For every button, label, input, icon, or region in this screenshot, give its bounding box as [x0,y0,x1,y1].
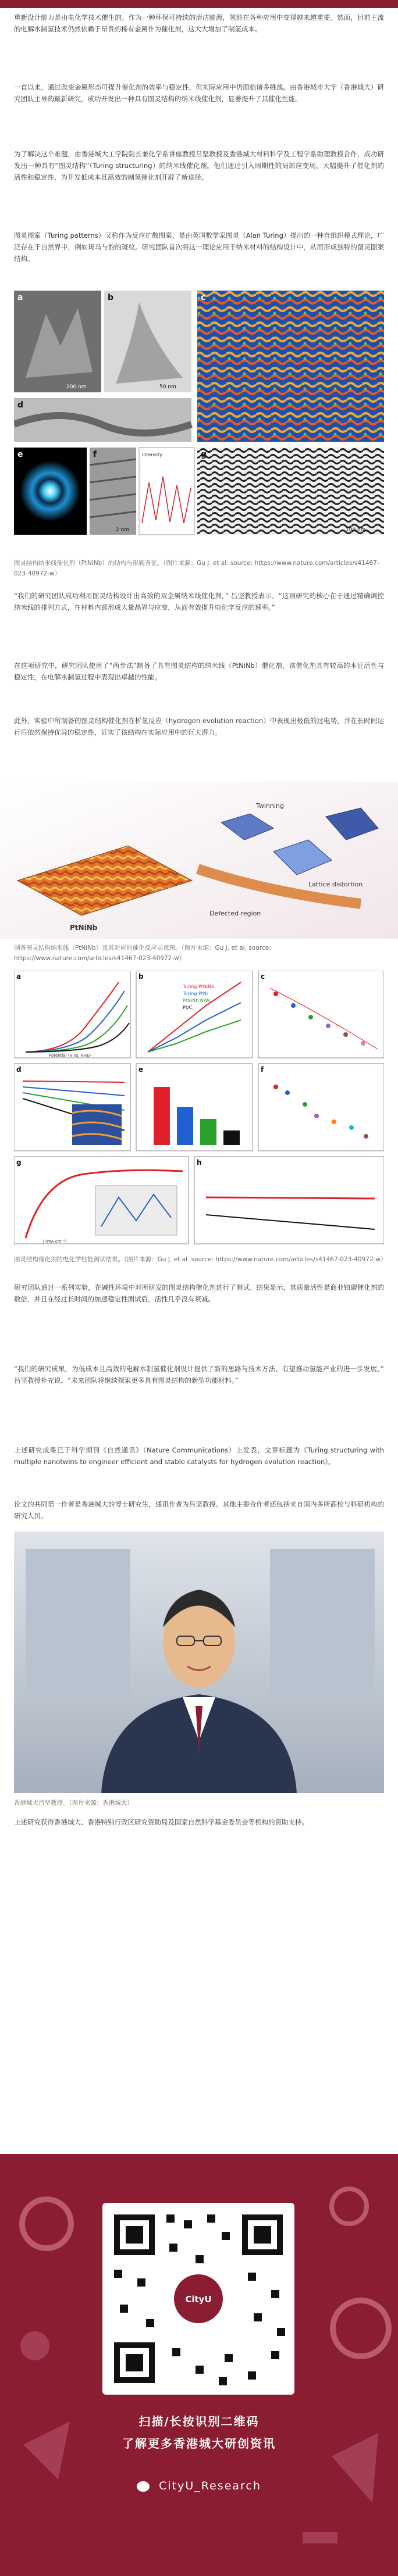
paragraph-4: 图灵图案（Turing patterns）又称作为反应扩散图案，是由英国数学家图灵（Alan Turing）提出的一种自组织模式理论，广泛存在于自然界中，例如斑马与豹的斑纹。研究团队首次将这一理论应用于纳米材料的结构设计中，从而形成独特的图灵图案结构。 [14,231,384,263]
panel-b-label: b [108,293,114,302]
qr-center-logo: CityU [185,2294,212,2305]
section-9 [14,1363,384,1386]
paragraph-8: 研究团队通过一系列实验，在碱性环境中对所研发的图灵结构催化剂进行了测试。结果显示，其质量活性是商业铂碳催化剂的数倍，并且在经过长时间的加速稳定性测试后，活性几乎没有衰减。 [14,1283,384,1303]
label-lattice: Lattice distortion [308,881,363,888]
svg-text:h: h [197,1158,202,1167]
chart-d [14,1064,130,1151]
photo-illustration [14,1532,384,1793]
section-11 [14,1498,384,1522]
caption-photo: 香港城大吕坚教授。（图片来源：香港城大） [14,1799,133,1806]
caption-figure-3: 图灵结构催化剂的电化学性能测试结果。（图片来源：Gu J. et al. source: https://www.nature.com/articles/s41467-023-40972-w） [14,1256,387,1263]
section-4 [14,230,384,264]
paragraph-1: 重新设计能力是由电化学技术催生的。作为一种环保可持续的清洁能源，氢能在各种应用中变得越来越重要。然而，目前主流的电解水制氢技术仍然依赖于昂贵的稀有金属作为催化剂，这大大增加了制氢成本。 [14,13,384,33]
svg-text:PtNiNb NWs: PtNiNb NWs [183,998,211,1003]
intro-section [14,12,384,35]
section-6 [14,660,384,683]
section-7 [14,715,384,738]
label-twinning: Twinning [256,802,284,810]
panel-b-scale: 50 nm [159,384,176,390]
section-2 [14,81,384,105]
figure-3-charts [14,971,384,1250]
figure-2-illustration [0,782,398,939]
paragraph-9: “我们的研究成果，为低成本且高效的电解水制氢催化剂设计提供了新的思路与技术方法，有望推动氢能产业的进一步发展，” 吕坚教授补充说，“未来团队将继续探索更多具有图灵结构的新型功能材料。” [14,1365,384,1384]
paragraph-5: “我们的研究团队成功利用图灵结构设计出高效的双金属纳米线催化剂，” 吕坚教授表示。“这项研究的核心在于通过精确调控纳米线的排列方式，在材料内部形成大量晶界与应变，从而有效提升电化学反应的速率。” [14,592,384,611]
panel-g-scale: 100 nm [346,527,366,533]
footer-more-text: 了解更多香港城大研创资讯 [122,2437,276,2450]
paragraph-11: 论文的共同第一作者是香港城大的博士研究生，通讯作者为吕坚教授。其他主要合作者还包括来自国内多所高校与科研机构的研究人员。 [14,1500,384,1520]
paragraph-3: 为了解决这个难题，由香港城大工学院院长兼化学系讲座教授吕坚教授及香港城大材料科学及工程学系助理教授合作，成功研发出一种具有“图灵结构”（Turing structuring）的纳米线催化剂。他们通过引入周期性的局部应变场，大幅提升了催化剂的活性和稳定性，为开发低成本且高效的制氢催化剂开辟了新途径。 [14,150,384,181]
figure-1-panels [14,291,384,552]
qr-code[interactable] [102,2203,294,2395]
top-accent-bar [0,0,398,8]
footer-handle [0,2480,398,2492]
svg-text:d: d [16,1065,22,1074]
svg-text:e: e [138,1065,144,1074]
line-profile-label: Intensity [142,452,162,457]
chart-f [258,1064,384,1151]
figure-1 [14,291,384,552]
svg-text:Potential (V vs. RHE): Potential (V vs. RHE) [49,1053,91,1058]
label-ptninb: PtNiNb [70,924,98,932]
paragraph-12: 上述研究获得香港城大、香港特别行政区研究资助局及国家自然科学基金委员会等机构的资助支持。 [14,1818,308,1826]
footer-scan-text: 扫描/长按识别二维码 [138,2414,260,2428]
paragraph-6: 在这项研究中，研究团队使用了“两步法”制备了具有图灵结构的纳米线（PtNiNb）催化剂，该催化剂具有较高的本征活性与稳定性，在电解水制氢过程中表现出卓越的性能。 [14,661,384,681]
paragraph-10: 上述研究成果已于科学期刊《自然通讯》（Nature Communications）上发表，文章标题为《Turing structuring with multiple nanotwins to engineer efficient and stable catalysts for hydrogen evolution reaction》。 [14,1446,384,1466]
chart-b [136,971,253,1058]
svg-text:c: c [261,972,265,981]
paragraph-2: 一直以来，通过改变金属形态可提升催化剂的效率与稳定性，但实际应用中仍面临诸多挑战。由香港城市大学（香港城大）研究团队主导的最新研究，成功开发出一种具有图灵结构的纳米线催化剂，显著提升了其催化性能。 [14,83,384,103]
svg-text:Turing PtNi: Turing PtNi [183,991,208,996]
section-3 [14,148,384,183]
panel-a-scale: 200 nm [66,384,87,390]
section-12 [14,1816,384,1828]
qr-pattern [102,2203,294,2395]
section-8 [14,1282,384,1305]
panel-g-label: g [201,450,207,459]
chart-h [194,1157,384,1244]
footer-handle-text: CityU_Research [159,2480,261,2492]
svg-text:g: g [16,1158,22,1167]
chart-g [14,1157,189,1244]
svg-text:a: a [16,972,22,981]
svg-text:Turing PtNiNb: Turing PtNiNb [183,984,215,989]
wechat-icon [137,2481,150,2492]
photo-professor [14,1532,384,1793]
footer-banner [0,2154,398,2576]
label-defect: Defected region [209,910,261,917]
panel-g-turing-bw [197,448,384,535]
figure-3 [14,971,384,1250]
svg-text:Pt/C: Pt/C [183,1005,193,1010]
section-10 [14,1444,384,1468]
svg-text:j (mA cm⁻²): j (mA cm⁻²) [43,1239,67,1244]
paragraph-7: 此外，实验中所制备的图灵结构催化剂在析氢反应（hydrogen evolution reaction）中表现出极低的过电势，并在长时间运行后依然保持优异的稳定性，证实了该结构在实际应用中的巨大潜力。 [14,717,384,736]
panel-c-label: c [201,293,206,302]
panel-f-label: f [93,450,97,459]
figure-2 [0,782,398,939]
caption-figure-1: 图灵结构纳米线催化剂（PtNiNb）的结构与形貌表征。（图片来源：Gu J. et al. source: https://www.nature.com/articles/s41467-023-40972-w） [14,560,379,577]
panel-d-label: d [17,400,24,410]
caption-figure-2: 制备图灵结构纳米线（PtNiNb）及其对应的催化反应示意图。（图片来源：Gu J. et al. source: https://www.nature.com/articles/s41467-023-40972-w） [14,944,271,962]
svg-text:f: f [261,1065,264,1074]
chart-e [136,1064,253,1151]
chart-c [258,971,384,1058]
panel-c-turing-map [197,291,384,442]
panel-f-scale: 2 nm [116,527,130,533]
chart-a [14,971,130,1058]
panel-a-label: a [17,293,23,302]
panel-e-label: e [17,450,23,459]
section-5 [14,590,384,613]
svg-text:b: b [138,972,144,981]
